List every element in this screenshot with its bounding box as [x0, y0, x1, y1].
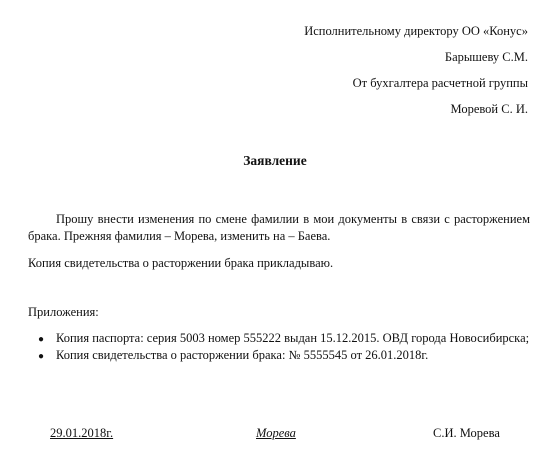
- sender-position: От бухгалтера расчетной группы: [352, 76, 528, 90]
- bullet-icon: ●: [38, 351, 45, 362]
- recipient-name: Барышеву С.М.: [444, 50, 528, 64]
- recipient-position: Исполнительному директору ОО «Конус»: [304, 24, 528, 38]
- signature-name: С.И. Морева: [433, 426, 500, 440]
- list-item: [38, 330, 529, 348]
- signature-handwritten: Морева: [256, 426, 296, 440]
- list-item: [38, 347, 428, 365]
- sender-name: Моревой С. И.: [450, 102, 528, 116]
- document-title: Заявление: [243, 153, 307, 168]
- attach-note-paragraph: Копия свидетельства о расторжении брака прикладываю.: [28, 256, 334, 270]
- signature-date: 29.01.2018г.: [50, 426, 114, 440]
- attachments-heading: Приложения:: [28, 305, 99, 319]
- bullet-icon: ●: [38, 334, 45, 345]
- attachment-text: Копия паспорта: серия 5003 номер 555222 выдан 15.12.2015. ОВД города Новосибирска;: [56, 331, 530, 345]
- attachment-text: Копия свидетельства о расторжении брака: № 5555545 от 26.01.2018г.: [56, 348, 429, 362]
- request-paragraph: Прошу внести изменения по смене фамилии в мои документы в связи с расторжением брака. Прежняя фамилия – Морева, изменить на – Баева.: [28, 212, 530, 243]
